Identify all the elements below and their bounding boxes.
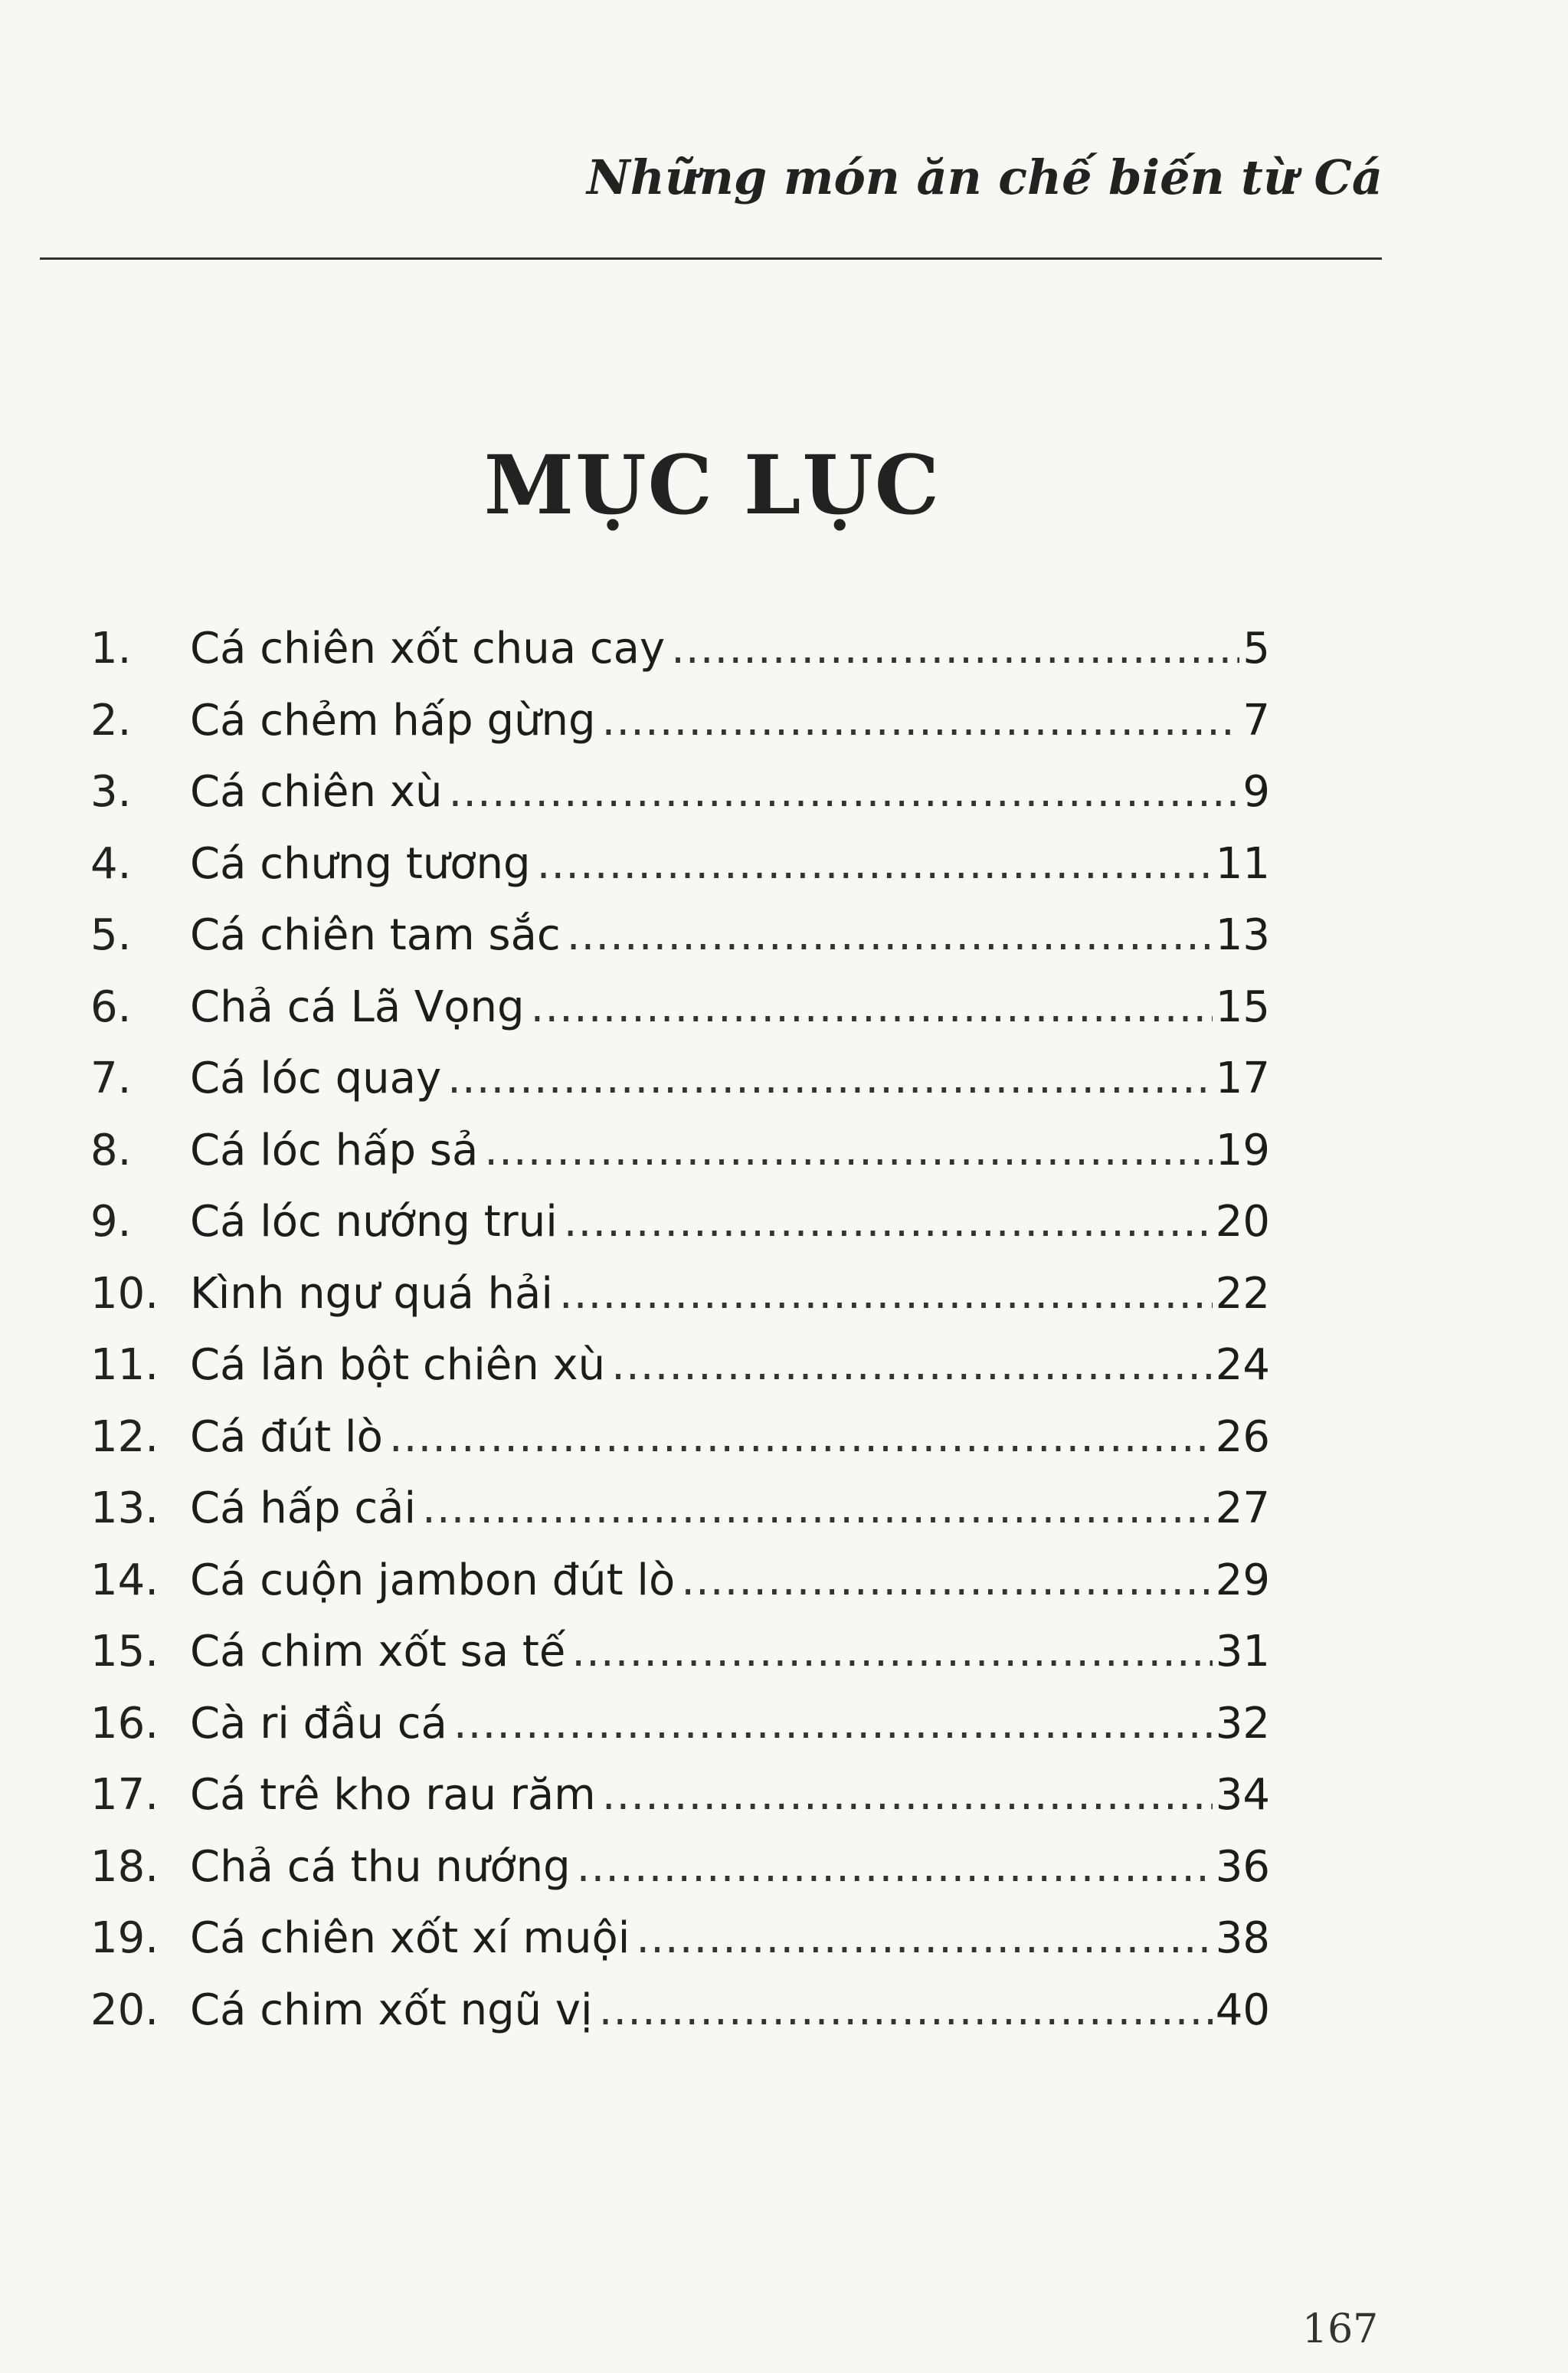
toc-entry-title: Cá lóc hấp sả [190,1125,479,1175]
toc-entry [90,1401,1270,1473]
toc-entry-page: 22 [1215,1268,1270,1319]
toc-entry-title: Cá lăn bột chiên xù [190,1340,606,1390]
toc-entry [90,972,1270,1044]
toc-dot-leader [453,1688,1213,1760]
table-of-contents [90,613,1270,2046]
toc-entry-page: 20 [1215,1197,1270,1247]
toc-entry-number: 12. [90,1411,159,1462]
toc-entry-page: 24 [1215,1340,1270,1390]
toc-dot-leader [484,1115,1212,1187]
toc-entry-number: 10. [90,1268,159,1319]
toc-dot-leader [602,685,1240,757]
toc-entry-number: 3. [90,767,132,817]
toc-dot-leader [447,1043,1213,1115]
toc-entry-title: Cá chim xốt sa tế [190,1627,566,1677]
toc-entry [90,1115,1270,1187]
toc-entry-page: 5 [1242,624,1270,674]
toc-entry-number: 11. [90,1340,159,1390]
toc-entry-number: 8. [90,1125,132,1175]
toc-entry-page: 31 [1215,1627,1270,1677]
toc-entry-page: 38 [1215,1913,1270,1963]
header-rule [40,257,1382,260]
toc-dot-leader [577,1831,1213,1903]
toc-entry-page: 29 [1215,1555,1270,1605]
toc-entry-page: 7 [1242,695,1270,746]
toc-dot-leader [681,1545,1213,1617]
toc-entry [90,1186,1270,1258]
toc-dot-leader [599,1975,1213,2047]
toc-entry-number: 15. [90,1627,159,1677]
toc-dot-leader [636,1903,1212,1975]
toc-entry-number: 20. [90,1985,159,2035]
toc-entry-title: Cá chưng tương [190,838,531,889]
toc-entry-number: 6. [90,982,132,1032]
toc-entry-page: 15 [1215,982,1270,1032]
toc-entry-title: Cá chẻm hấp gừng [190,695,596,746]
toc-entry [90,1688,1270,1760]
toc-entry-page: 13 [1215,910,1270,960]
toc-dot-leader [422,1473,1213,1545]
toc-entry-title: Cá chim xốt ngũ vị [190,1985,593,2035]
toc-entry-title: Cá lóc nướng trui [190,1197,558,1247]
toc-entry-title: Chả cá thu nướng [190,1841,571,1892]
toc-entry [90,1473,1270,1545]
toc-entry [90,1831,1270,1903]
toc-entry [90,828,1270,900]
toc-entry-page: 17 [1215,1054,1270,1103]
toc-entry [90,685,1270,757]
toc-entry [90,900,1270,972]
toc-entry-page: 11 [1215,838,1270,889]
toc-entry-title: Chả cá Lã Vọng [190,982,525,1032]
toc-entry-title: Cá chiên tam sắc [190,910,561,960]
toc-entry-number: 18. [90,1841,159,1892]
toc-entry-title: Cá đút lò [190,1411,383,1462]
toc-entry-number: 2. [90,695,132,746]
toc-entry-page: 36 [1215,1841,1270,1892]
toc-dot-leader [448,756,1239,828]
toc-entry-page: 32 [1215,1698,1270,1749]
toc-entry [90,1903,1270,1975]
toc-entry-number: 19. [90,1913,159,1963]
toc-dot-leader [602,1759,1213,1831]
toc-entry-title: Cá chiên xù [190,767,443,817]
toc-entry [90,1545,1270,1617]
toc-dot-leader [559,1258,1213,1330]
toc-entry [90,613,1270,685]
toc-entry-number: 4. [90,838,132,889]
toc-dot-leader [389,1401,1213,1473]
toc-dot-leader [611,1329,1213,1401]
toc-entry-number: 1. [90,624,132,674]
running-header: Những món ăn chế biến từ Cá [587,149,1383,205]
toc-entry-page: 34 [1215,1770,1270,1820]
toc-entry-page: 27 [1215,1483,1270,1533]
toc-entry [90,1043,1270,1115]
toc-entry-title: Cá chiên xốt xí muội [190,1913,630,1963]
toc-entry-page: 40 [1215,1985,1270,2035]
toc-entry [90,756,1270,828]
toc-entry-number: 7. [90,1054,132,1103]
toc-dot-leader [531,972,1213,1044]
toc-entry-title: Cá hấp cải [190,1483,417,1533]
toc-entry [90,1329,1270,1401]
toc-entry-number: 13. [90,1483,159,1533]
toc-entry-number: 9. [90,1197,132,1247]
toc-dot-leader [564,1186,1213,1258]
toc-entry-number: 5. [90,910,132,960]
toc-entry [90,1759,1270,1831]
toc-entry-title: Cá chiên xốt chua cay [190,624,666,674]
toc-entry-page: 9 [1242,767,1270,817]
toc-entry-number: 17. [90,1770,159,1820]
toc-entry-title: Cá trê kho rau răm [190,1770,596,1820]
toc-entry-page: 19 [1215,1125,1270,1175]
toc-dot-leader [671,613,1239,685]
toc-entry-title: Cà ri đầu cá [190,1698,447,1749]
toc-entry [90,1616,1270,1688]
toc-entry-number: 14. [90,1555,159,1605]
page-title: MỤC LỤC [483,437,941,533]
toc-dot-leader [567,900,1213,972]
toc-entry-number: 16. [90,1698,159,1749]
toc-entry-title: Cá lóc quay [190,1054,442,1103]
toc-entry [90,1258,1270,1330]
toc-entry-title: Kình ngư quá hải [190,1268,553,1319]
toc-entry-title: Cá cuộn jambon đút lò [190,1555,676,1605]
toc-entry-page: 26 [1215,1411,1270,1462]
page-number: 167 [1302,2306,1379,2352]
toc-dot-leader [537,828,1213,900]
toc-dot-leader [571,1616,1212,1688]
toc-entry [90,1975,1270,2047]
